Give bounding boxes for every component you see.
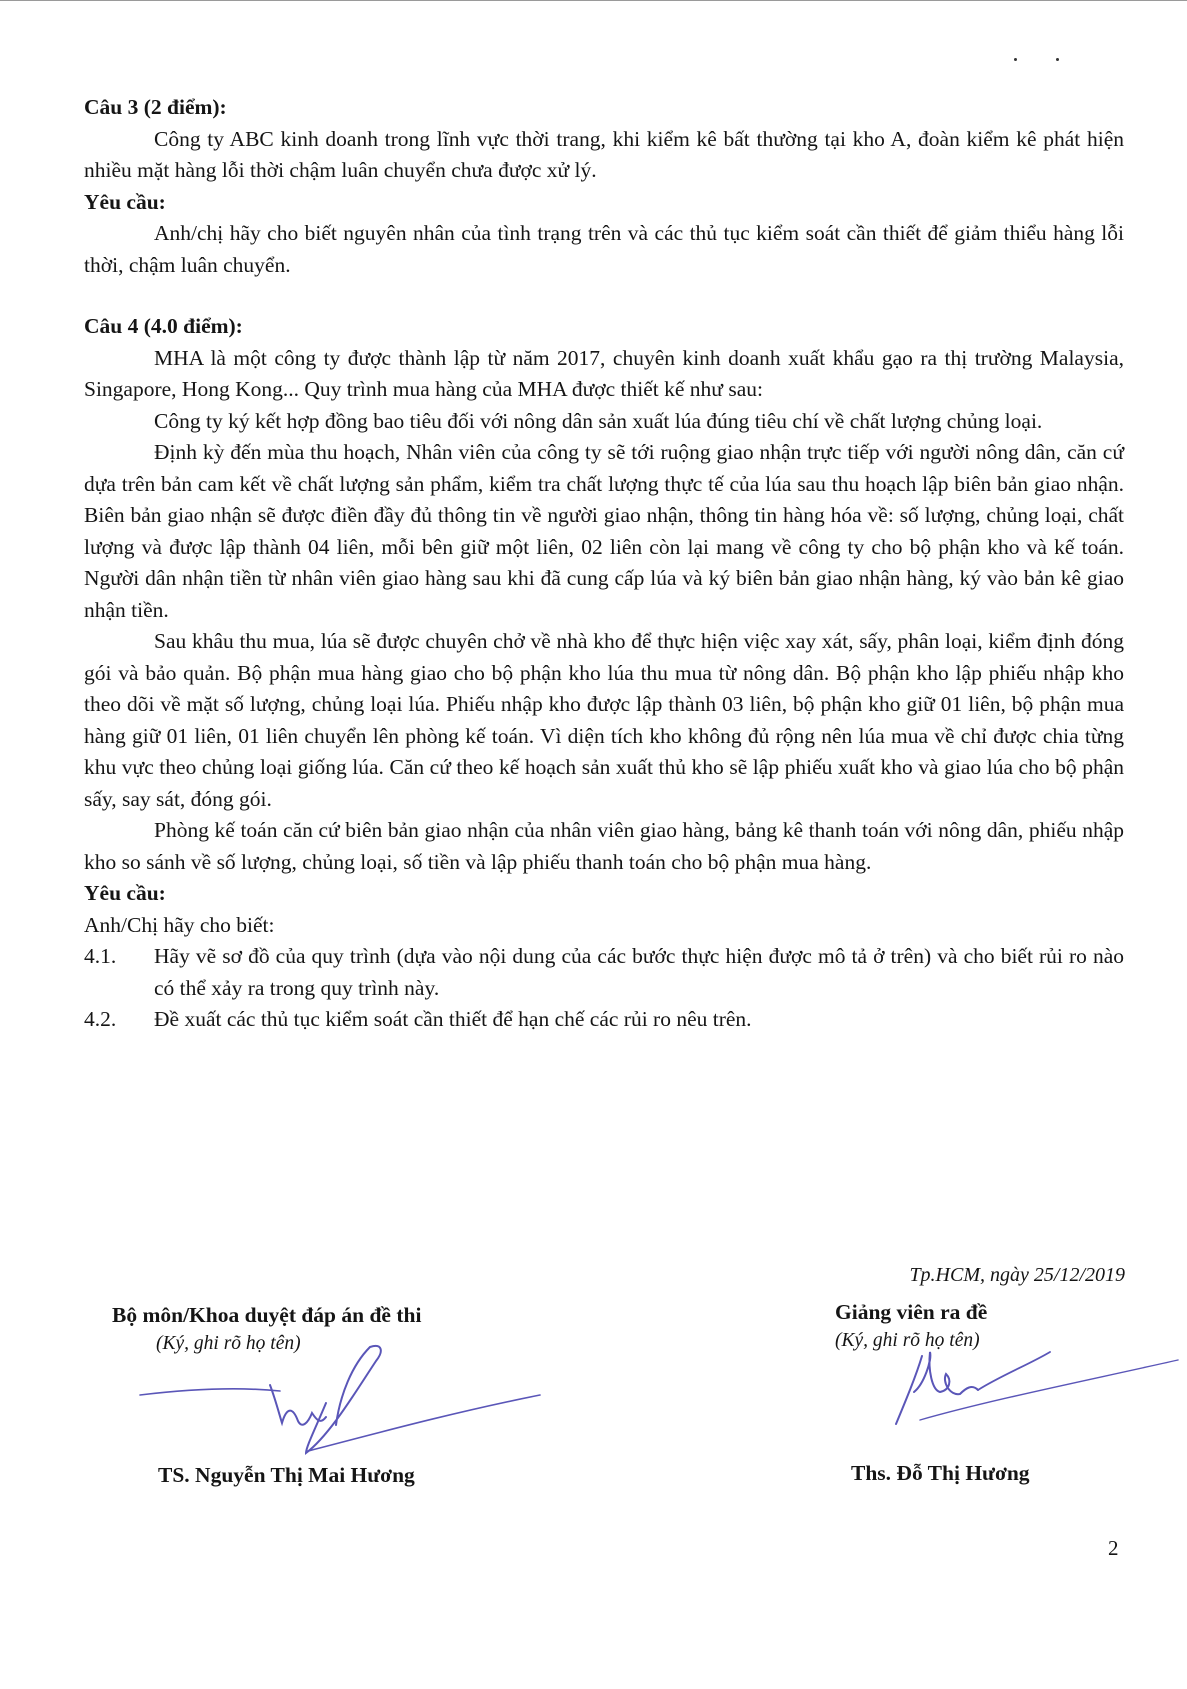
item-text: Hãy vẽ sơ đồ của quy trình (dựa vào nội dung của các bước thực hiện được mô tả ở trên) và cho biết rủi ro nào có thể xảy ra trong quy trình này. xyxy=(154,944,1124,1000)
scan-speck xyxy=(1014,58,1017,61)
q3-requirement-body: Anh/chị hãy cho biết nguyên nhân của tình trạng trên và các thủ tục kiểm soát cần thiết để giảm thiểu hàng lỗi thời, chậm luân chuyển. xyxy=(84,221,1124,277)
q4-paragraph: Sau khâu thu mua, lúa sẽ được chuyên chở về nhà kho để thực hiện việc xay xát, sấy, phân loại, kiểm định đóng gói và bảo quản. Bộ phận mua hàng giao cho bộ phận kho lúa thu mua từ nông dân. Bộ phận kho lập phiếu nhập kho theo dõi về mặt số lượng, chủng loại lúa. Phiếu nhập kho được lập thành 03 liên, bộ phận kho giữ 01 liên, bộ phận mua hàng giữ 01 liên, 01 liên chuyển lên phòng kế toán. Vì diện tích kho không đủ rộng nên lúa mua về chỉ được chia từng khu vực theo chủng loại giống lúa. Căn cứ theo kế hoạch sản xuất thủ kho sẽ lập phiếu xuất kho và giao lúa cho bộ phận sấy, say sát, đóng gói. xyxy=(84,629,1124,811)
item-number: 4.2. xyxy=(84,1007,117,1031)
q4-paragraph: Công ty ký kết hợp đồng bao tiêu đối với nông dân sản xuất lúa đúng tiêu chí về chất lượng chủng loại. xyxy=(154,408,1043,433)
q4-paragraph: MHA là một công ty được thành lập từ năm 2017, chuyên kinh doanh xuất khẩu gạo ra thị trường Malaysia, Singapore, Hong Kong... Quy trình mua hàng của MHA được thiết kế như sau: xyxy=(84,345,1124,401)
approver-handwritten-signature xyxy=(130,1325,570,1475)
lecturer-handwritten-signature xyxy=(880,1330,1180,1450)
approver-title: Bộ môn/Khoa duyệt đáp án đề thi xyxy=(112,1303,422,1327)
scan-speck xyxy=(1056,58,1059,61)
item-text: Đề xuất các thủ tục kiểm soát cần thiết để hạn chế các rủi ro nêu trên. xyxy=(154,1007,752,1031)
lecturer-name: Ths. Đỗ Thị Hương xyxy=(851,1461,1030,1485)
q4-requirement-item xyxy=(84,941,1124,1004)
lecturer-title: Giảng viên ra đề xyxy=(835,1300,988,1324)
exam-date: Tp.HCM, ngày 25/12/2019 xyxy=(909,1264,1125,1286)
q4-requirement-intro: Anh/Chị hãy cho biết: xyxy=(84,912,275,937)
lecturer-note: (Ký, ghi rõ họ tên) xyxy=(835,1330,980,1351)
q4-paragraph: Phòng kế toán căn cứ biên bản giao nhận của nhân viên giao hàng, bảng kê thanh toán với nông dân, phiếu nhập kho so sánh về số lượng, chủng loại, số tiền và lập phiếu thanh toán cho bộ phận mua hàng. xyxy=(84,818,1124,874)
q3-body: Công ty ABC kinh doanh trong lĩnh vực thời trang, khi kiểm kê bất thường tại kho A, đoàn kiểm kê phát hiện nhiều mặt hàng lỗi thời chậm luân chuyển chưa được xử lý. xyxy=(84,126,1124,182)
exam-content xyxy=(84,92,1124,1036)
q4-title: Câu 4 (4.0 điểm): xyxy=(84,314,243,338)
scan-top-edge xyxy=(0,0,1187,1)
approver-name: TS. Nguyễn Thị Mai Hương xyxy=(158,1463,415,1487)
item-number: 4.1. xyxy=(84,944,117,968)
q3-requirement-heading: Yêu cầu: xyxy=(84,189,166,214)
page-number: 2 xyxy=(1108,1536,1119,1560)
approver-note: (Ký, ghi rõ họ tên) xyxy=(156,1333,301,1354)
q4-paragraph: Định kỳ đến mùa thu hoạch, Nhân viên của công ty sẽ tới ruộng giao nhận trực tiếp với người nông dân, căn cứ dựa trên bản cam kết về chất lượng sản phẩm, kiểm tra chất lượng thực tế của lúa sau thu hoạch lập biên bản giao nhận. Biên bản giao nhận sẽ được điền đầy đủ thông tin về người giao nhận, thông tin hàng hóa về: số lượng, chủng loại, chất lượng và được lập thành 04 liên, mỗi bên giữ một liên, 02 liên còn lại mang về công ty cho bộ phận kho và kế toán. Người dân nhận tiền từ nhân viên giao hàng sau khi đã cung cấp lúa và ký biên bản giao nhận hàng, ký vào bản kê giao nhận tiền. xyxy=(84,440,1124,622)
q3-title: Câu 3 (2 điểm): xyxy=(84,95,227,119)
q4-requirement-item xyxy=(84,1004,1124,1036)
q4-requirement-heading: Yêu cầu: xyxy=(84,881,166,905)
